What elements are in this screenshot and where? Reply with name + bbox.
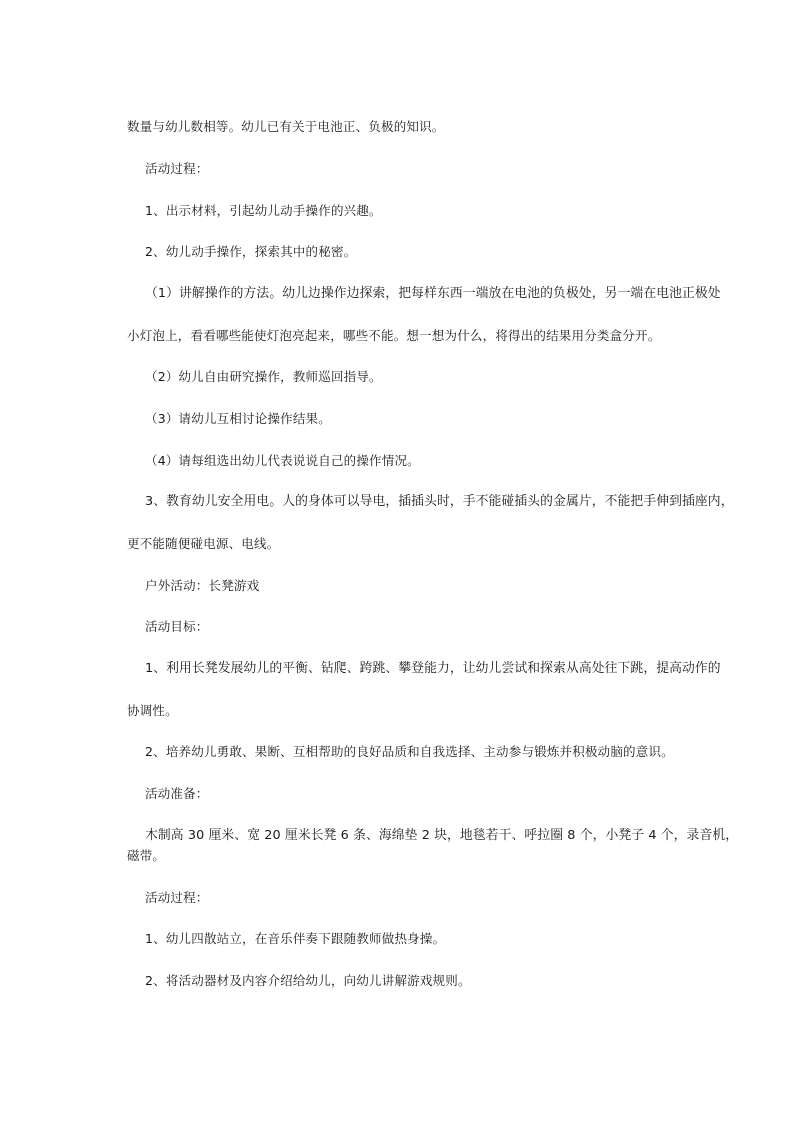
paragraph-line: 小灯泡上，看看哪些能使灯泡亮起来，哪些不能。想一想为什么，将得出的结果用分类盒分开。	[127, 328, 661, 343]
section-heading: 活动过程：	[145, 890, 209, 905]
section-heading: 户外活动：长凳游戏	[145, 578, 260, 593]
paragraph-line: 更不能随便碰电源、电线。	[127, 536, 280, 551]
list-item: 1、幼儿四散站立，在音乐伴奏下跟随教师做热身操。	[145, 931, 446, 946]
paragraph-line: 磁带。	[127, 848, 166, 863]
list-item: 2、培养幼儿勇敢、果断、互相帮助的良好品质和自我选择、主动参与锻炼并积极动脑的意识。	[145, 744, 674, 759]
list-item: 1、出示材料，引起幼儿动手操作的兴趣。	[145, 203, 382, 218]
paragraph-line: 木制高 30 厘米、宽 20 厘米长凳 6 条、海绵垫 2 块，地毯若干、呼拉圈 8 个，小凳子 4 个，录音机，	[145, 828, 739, 843]
list-item: 2、幼儿动手操作，探索其中的秘密。	[145, 244, 357, 259]
list-item: 3、教育幼儿安全用电。人的身体可以导电，插插头时，手不能碰插头的金属片，不能把手伸到插座内，	[145, 494, 734, 509]
paragraph-line: 协调性。	[127, 703, 178, 718]
list-item: 1、利用长凳发展幼儿的平衡、钻爬、跨跳、攀登能力，让幼儿尝试和探索从高处往下跳，提高动作的	[145, 661, 721, 676]
sub-list-item: （1）讲解操作的方法。幼儿边操作边探索，把每样东西一端放在电池的负极处，另一端在电池正极处	[145, 286, 721, 301]
section-heading: 活动准备：	[145, 786, 209, 801]
section-heading: 活动过程：	[145, 161, 209, 176]
paragraph-line: 数量与幼儿数相等。幼儿已有关于电池正、负极的知识。	[127, 119, 445, 134]
sub-list-item: （2）幼儿自由研究操作，教师巡回指导。	[145, 369, 382, 384]
section-heading: 活动目标：	[145, 619, 209, 634]
sub-list-item: （4）请每组选出幼儿代表说说自己的操作情况。	[145, 453, 420, 468]
sub-list-item: （3）请幼儿互相讨论操作结果。	[145, 411, 331, 426]
list-item: 2、将活动器材及内容介绍给幼儿，向幼儿讲解游戏规则。	[145, 973, 471, 988]
